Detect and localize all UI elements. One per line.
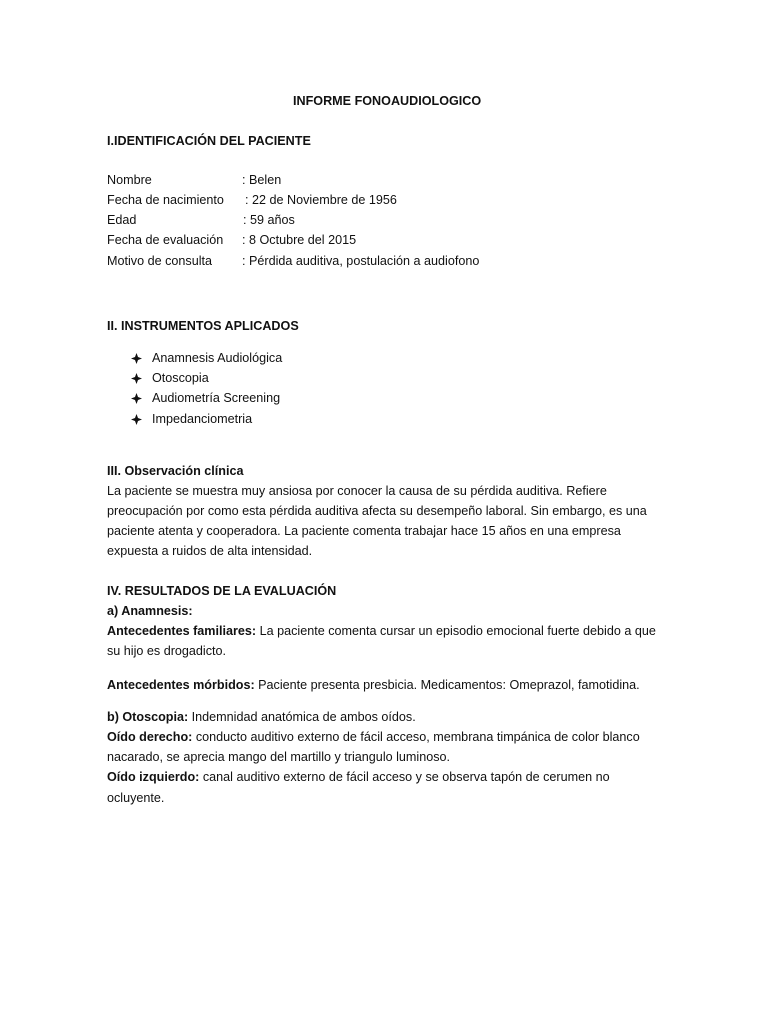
diamond-bullet-icon	[131, 353, 142, 364]
antecedentes-familiares-text: La paciente comenta cursar un episodio emocional fuerte debido a que	[256, 624, 656, 638]
diamond-bullet-icon	[131, 393, 142, 404]
oido-izquierdo-text: canal auditivo externo de fácil acceso y se observa tapón de cerumen no	[199, 770, 610, 784]
otoscopia-heading: b) Otoscopia:	[107, 710, 189, 724]
antecedentes-morbidos-text: Paciente presenta presbicia. Medicamentos: Omeprazol, famotidina.	[254, 678, 640, 692]
field-label-motivo-consulta: Motivo de consulta	[107, 254, 213, 268]
diamond-bullet-icon	[131, 414, 142, 425]
instrument-item: Impedanciometria	[152, 412, 253, 426]
results-heading: IV. RESULTADOS DE LA EVALUACIÓN	[107, 584, 337, 598]
instrument-item: Anamnesis Audiológica	[152, 351, 283, 365]
diamond-bullet-icon	[131, 373, 142, 384]
observation-heading: III. Observación clínica	[107, 464, 244, 478]
field-value-motivo-consulta: : Pérdida auditiva, postulación a audiofono	[242, 254, 480, 268]
field-value-fecha-evaluacion: : 8 Octubre del 2015	[242, 233, 357, 247]
oido-derecho-line-2: nacarado, se aprecia mango del martillo y triangulo luminoso.	[107, 750, 451, 764]
observation-line: La paciente se muestra muy ansiosa por conocer la causa de su pérdida auditiva. Refiere	[107, 484, 607, 498]
oido-derecho-line	[107, 731, 640, 744]
oido-izquierdo-line-2: ocluyente.	[107, 791, 165, 805]
oido-derecho-label: Oído derecho:	[107, 730, 193, 744]
instrument-item: Audiometría Screening	[152, 391, 281, 405]
oido-izquierdo-line	[107, 771, 610, 784]
antecedentes-familiares-label: Antecedentes familiares:	[107, 624, 257, 638]
field-label-edad: Edad	[107, 213, 137, 227]
oido-derecho-text: conducto auditivo externo de fácil acceso, membrana timpánica de color blanco	[192, 730, 640, 744]
otoscopia-line	[107, 711, 416, 724]
antecedentes-familiares-line-2: su hijo es drogadicto.	[107, 644, 227, 658]
antecedentes-morbidos-line	[107, 679, 640, 692]
observation-line: paciente atenta y cooperadora. La paciente comenta trabajar hace 15 años en una empresa	[107, 524, 621, 538]
field-value-fecha-nacimiento: : 22 de Noviembre de 1956	[245, 193, 397, 207]
observation-line: preocupación por como esta pérdida auditiva afecta su desempeño laboral. Sin embargo, es una	[107, 504, 647, 518]
field-value-nombre: : Belen	[242, 173, 282, 187]
instruments-heading: II. INSTRUMENTOS APLICADOS	[107, 319, 299, 333]
field-label-fecha-nacimiento: Fecha de nacimiento	[107, 193, 224, 207]
oido-izquierdo-label: Oído izquierdo:	[107, 770, 200, 784]
document-title: INFORME FONOAUDIOLOGICO	[293, 94, 482, 108]
instrument-item: Otoscopia	[152, 371, 209, 385]
antecedentes-morbidos-label: Antecedentes mórbidos:	[107, 678, 255, 692]
antecedentes-familiares-line	[107, 625, 656, 638]
identification-heading: I.IDENTIFICACIÓN DEL PACIENTE	[107, 134, 311, 148]
otoscopia-text: Indemnidad anatómica de ambos oídos.	[188, 710, 416, 724]
observation-line: expuesta a ruidos de alta intensidad.	[107, 544, 313, 558]
anamnesis-heading: a) Anamnesis:	[107, 604, 193, 618]
field-label-nombre: Nombre	[107, 173, 152, 187]
field-value-edad: : 59 años	[243, 213, 295, 227]
field-label-fecha-evaluacion: Fecha de evaluación	[107, 233, 224, 247]
